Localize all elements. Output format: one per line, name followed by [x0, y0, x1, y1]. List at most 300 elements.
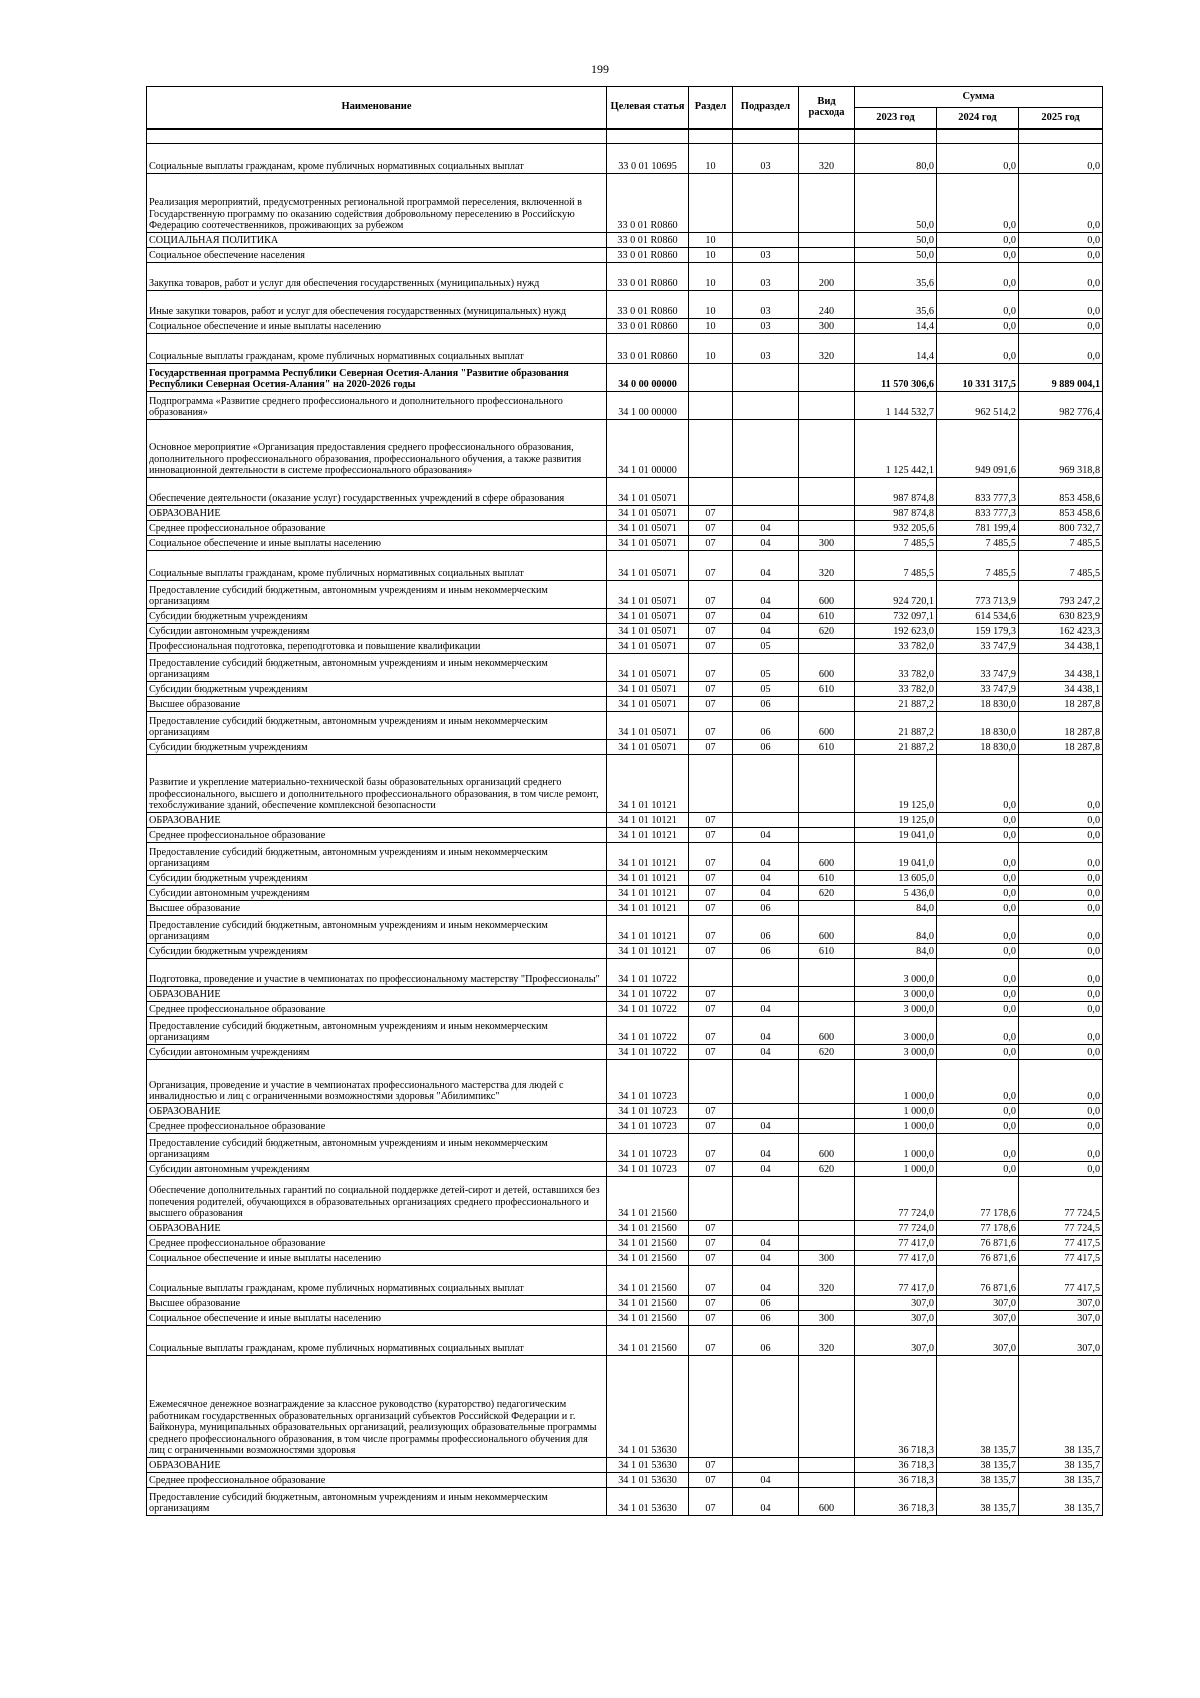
cell-code: 34 1 01 05071 [607, 623, 689, 638]
cell-section: 07 [689, 1118, 733, 1133]
header-2024: 2024 год [937, 108, 1019, 129]
cell-sum-2024: 0,0 [937, 290, 1019, 318]
cell-sum-2023: 307,0 [855, 1310, 937, 1325]
cell-section: 07 [689, 1133, 733, 1161]
cell-sum-2025: 0,0 [1019, 247, 1103, 262]
cell-name: Предоставление субсидий бюджетным, автономным учреждениям и иным некоммерческим организациям [147, 842, 607, 870]
cell-name: Субсидии автономным учреждениям [147, 885, 607, 900]
cell-code: 34 1 01 10121 [607, 827, 689, 842]
cell-subsection: 04 [733, 1133, 799, 1161]
table-row [147, 1220, 1103, 1235]
cell-sum-2025: 307,0 [1019, 1325, 1103, 1355]
cell-sum-2023: 3 000,0 [855, 1044, 937, 1059]
cell-section [689, 1355, 733, 1457]
cell-sum-2025: 853 458,6 [1019, 505, 1103, 520]
cell-expense-type [799, 900, 855, 915]
cell-sum-2024: 0,0 [937, 1133, 1019, 1161]
cell-sum-2023: 987 874,8 [855, 477, 937, 505]
cell-name: Высшее образование [147, 900, 607, 915]
cell-sum-2023: 80,0 [855, 143, 937, 173]
cell-sum-2023: 1 000,0 [855, 1059, 937, 1103]
cell-name: ОБРАЗОВАНИЕ [147, 986, 607, 1001]
cell-code: 34 1 01 05071 [607, 638, 689, 653]
cell-code: 34 1 01 05071 [607, 520, 689, 535]
cell-sum-2025: 0,0 [1019, 1118, 1103, 1133]
cell-section: 07 [689, 943, 733, 958]
cell-sum-2025: 0,0 [1019, 986, 1103, 1001]
table-row [147, 1161, 1103, 1176]
cell-name: Субсидии автономным учреждениям [147, 1044, 607, 1059]
cell-sum-2024: 0,0 [937, 262, 1019, 290]
cell-code: 34 1 01 53630 [607, 1355, 689, 1457]
cell-sum-2025: 77 417,5 [1019, 1250, 1103, 1265]
table-row [147, 143, 1103, 173]
cell-subsection [733, 1355, 799, 1457]
cell-expense-type: 620 [799, 885, 855, 900]
table-row [147, 477, 1103, 505]
cell-sum-2023: 192 623,0 [855, 623, 937, 638]
cell-sum-2024: 0,0 [937, 943, 1019, 958]
cell-sum-2024: 33 747,9 [937, 653, 1019, 681]
cell-sum-2024: 33 747,9 [937, 638, 1019, 653]
cell-section: 07 [689, 1250, 733, 1265]
cell-sum-2023: 11 570 306,6 [855, 363, 937, 391]
cell-section: 07 [689, 1161, 733, 1176]
cell-code: 34 1 01 05071 [607, 681, 689, 696]
cell-code: 34 1 01 10723 [607, 1059, 689, 1103]
cell-expense-type [799, 505, 855, 520]
table-row [147, 232, 1103, 247]
table-row [147, 1457, 1103, 1472]
cell-expense-type: 300 [799, 318, 855, 333]
cell-subsection: 03 [733, 318, 799, 333]
table-row [147, 681, 1103, 696]
cell-sum-2024: 0,0 [937, 173, 1019, 232]
cell-expense-type [799, 1235, 855, 1250]
cell-subsection [733, 812, 799, 827]
cell-section [689, 754, 733, 812]
cell-expense-type [799, 1118, 855, 1133]
cell-section: 07 [689, 1235, 733, 1250]
cell-code: 34 1 01 53630 [607, 1487, 689, 1515]
cell-section: 07 [689, 550, 733, 580]
cell-expense-type: 600 [799, 653, 855, 681]
cell-section [689, 1176, 733, 1220]
cell-section: 10 [689, 232, 733, 247]
cell-sum-2023: 50,0 [855, 232, 937, 247]
table-row [147, 1355, 1103, 1457]
cell-code: 34 1 01 10722 [607, 986, 689, 1001]
cell-name: Закупка товаров, работ и услуг для обеспечения государственных (муниципальных) нужд [147, 262, 607, 290]
table-row [147, 739, 1103, 754]
cell-subsection [733, 1059, 799, 1103]
cell-subsection: 04 [733, 1487, 799, 1515]
table-row [147, 247, 1103, 262]
cell-name: Среднее профессиональное образование [147, 1235, 607, 1250]
table-row [147, 1487, 1103, 1515]
cell-section: 07 [689, 1103, 733, 1118]
cell-name: ОБРАЗОВАНИЕ [147, 812, 607, 827]
cell-sum-2024: 0,0 [937, 1059, 1019, 1103]
cell-code: 34 1 01 21560 [607, 1295, 689, 1310]
cell-subsection: 06 [733, 696, 799, 711]
cell-subsection [733, 754, 799, 812]
cell-expense-type: 600 [799, 1133, 855, 1161]
table-row [147, 842, 1103, 870]
cell-sum-2024: 0,0 [937, 1016, 1019, 1044]
cell-expense-type [799, 419, 855, 477]
cell-section: 07 [689, 1487, 733, 1515]
cell-sum-2025: 38 135,7 [1019, 1457, 1103, 1472]
cell-subsection: 06 [733, 739, 799, 754]
cell-sum-2025: 77 417,5 [1019, 1265, 1103, 1295]
cell-expense-type: 320 [799, 550, 855, 580]
cell-subsection: 04 [733, 1016, 799, 1044]
cell-sum-2024: 949 091,6 [937, 419, 1019, 477]
cell-sum-2025: 0,0 [1019, 842, 1103, 870]
cell-sum-2023: 932 205,6 [855, 520, 937, 535]
cell-expense-type: 600 [799, 842, 855, 870]
cell-subsection: 04 [733, 827, 799, 842]
cell-sum-2024: 0,0 [937, 900, 1019, 915]
cell-subsection: 03 [733, 143, 799, 173]
cell-subsection: 04 [733, 1235, 799, 1250]
cell-expense-type: 600 [799, 580, 855, 608]
cell-code: 34 1 01 10121 [607, 915, 689, 943]
cell-code: 34 1 01 10121 [607, 943, 689, 958]
cell-sum-2024: 0,0 [937, 870, 1019, 885]
cell-section [689, 391, 733, 419]
cell-subsection [733, 232, 799, 247]
cell-code: 34 1 01 21560 [607, 1250, 689, 1265]
table-row [147, 870, 1103, 885]
cell-sum-2025: 7 485,5 [1019, 550, 1103, 580]
cell-expense-type: 300 [799, 1250, 855, 1265]
cell-section: 10 [689, 143, 733, 173]
cell-expense-type [799, 986, 855, 1001]
cell-section: 07 [689, 1001, 733, 1016]
cell-sum-2024: 0,0 [937, 1103, 1019, 1118]
cell-section [689, 173, 733, 232]
table-row [147, 943, 1103, 958]
table-row [147, 986, 1103, 1001]
cell-sum-2023: 84,0 [855, 900, 937, 915]
cell-code: 34 1 01 10723 [607, 1118, 689, 1133]
cell-subsection: 04 [733, 623, 799, 638]
cell-name: Среднее профессиональное образование [147, 1001, 607, 1016]
cell-sum-2024: 159 179,3 [937, 623, 1019, 638]
cell-sum-2024: 18 830,0 [937, 711, 1019, 739]
table-row [147, 1016, 1103, 1044]
cell-code: 33 0 01 10695 [607, 143, 689, 173]
cell-name: Социальное обеспечение и иные выплаты населению [147, 535, 607, 550]
cell-name: Предоставление субсидий бюджетным, автономным учреждениям и иным некоммерческим организациям [147, 1487, 607, 1515]
cell-code: 34 1 01 10121 [607, 885, 689, 900]
cell-subsection: 04 [733, 520, 799, 535]
cell-section: 07 [689, 681, 733, 696]
cell-sum-2023: 84,0 [855, 943, 937, 958]
cell-expense-type [799, 958, 855, 986]
cell-expense-type [799, 391, 855, 419]
cell-sum-2024: 307,0 [937, 1310, 1019, 1325]
cell-code: 34 1 01 00000 [607, 419, 689, 477]
cell-sum-2025: 0,0 [1019, 943, 1103, 958]
cell-sum-2023: 33 782,0 [855, 653, 937, 681]
cell-section: 10 [689, 318, 733, 333]
cell-sum-2025: 0,0 [1019, 1133, 1103, 1161]
cell-name: Предоставление субсидий бюджетным, автономным учреждениям и иным некоммерческим организациям [147, 915, 607, 943]
cell-code: 33 0 01 R0860 [607, 290, 689, 318]
cell-code: 34 1 01 05071 [607, 580, 689, 608]
table-row [147, 885, 1103, 900]
cell-name: Среднее профессиональное образование [147, 520, 607, 535]
cell-expense-type: 610 [799, 870, 855, 885]
cell-sum-2023: 3 000,0 [855, 958, 937, 986]
cell-subsection: 04 [733, 1044, 799, 1059]
cell-section: 07 [689, 1295, 733, 1310]
cell-sum-2024: 833 777,3 [937, 505, 1019, 520]
cell-name: ОБРАЗОВАНИЕ [147, 1103, 607, 1118]
cell-sum-2025: 9 889 004,1 [1019, 363, 1103, 391]
cell-name: Организация, проведение и участие в чемпионатах профессионального мастерства для людей с инвалидностью и лиц с ограниченными возможностями здоровья "Абилимпикс" [147, 1059, 607, 1103]
cell-sum-2024: 0,0 [937, 247, 1019, 262]
cell-subsection [733, 1457, 799, 1472]
cell-section: 07 [689, 827, 733, 842]
header-2023: 2023 год [855, 108, 937, 129]
cell-sum-2024: 0,0 [937, 232, 1019, 247]
cell-expense-type [799, 1103, 855, 1118]
cell-subsection [733, 1220, 799, 1235]
cell-sum-2025: 38 135,7 [1019, 1487, 1103, 1515]
cell-subsection: 06 [733, 711, 799, 739]
cell-sum-2025: 0,0 [1019, 754, 1103, 812]
cell-sum-2025: 18 287,8 [1019, 739, 1103, 754]
cell-subsection: 04 [733, 842, 799, 870]
cell-subsection [733, 1176, 799, 1220]
cell-sum-2023: 13 605,0 [855, 870, 937, 885]
cell-name: Социальные выплаты гражданам, кроме публичных нормативных социальных выплат [147, 550, 607, 580]
cell-name: Субсидии бюджетным учреждениям [147, 943, 607, 958]
cell-expense-type [799, 812, 855, 827]
cell-sum-2023: 307,0 [855, 1295, 937, 1310]
cell-name: ОБРАЗОВАНИЕ [147, 1220, 607, 1235]
cell-name: Субсидии бюджетным учреждениям [147, 739, 607, 754]
cell-sum-2024: 77 178,6 [937, 1176, 1019, 1220]
cell-sum-2023: 77 417,0 [855, 1235, 937, 1250]
cell-subsection: 05 [733, 653, 799, 681]
cell-subsection: 04 [733, 870, 799, 885]
cell-subsection: 03 [733, 290, 799, 318]
cell-sum-2024: 0,0 [937, 958, 1019, 986]
cell-expense-type [799, 1457, 855, 1472]
cell-expense-type: 320 [799, 333, 855, 363]
cell-subsection [733, 419, 799, 477]
cell-section: 07 [689, 842, 733, 870]
cell-expense-type: 600 [799, 1487, 855, 1515]
cell-sum-2025: 0,0 [1019, 958, 1103, 986]
cell-subsection: 06 [733, 900, 799, 915]
cell-expense-type: 620 [799, 1161, 855, 1176]
cell-subsection: 06 [733, 915, 799, 943]
cell-sum-2025: 0,0 [1019, 1059, 1103, 1103]
cell-sum-2024: 307,0 [937, 1295, 1019, 1310]
cell-section: 07 [689, 696, 733, 711]
cell-section: 07 [689, 623, 733, 638]
cell-sum-2025: 0,0 [1019, 1103, 1103, 1118]
cell-name: Среднее профессиональное образование [147, 1472, 607, 1487]
table-row [147, 1176, 1103, 1220]
cell-code: 34 1 01 10121 [607, 842, 689, 870]
cell-code: 34 1 01 10723 [607, 1103, 689, 1118]
cell-name: Субсидии бюджетным учреждениям [147, 608, 607, 623]
table-row [147, 958, 1103, 986]
table-header [147, 87, 1103, 129]
table-row [147, 290, 1103, 318]
cell-subsection: 04 [733, 1265, 799, 1295]
cell-section: 10 [689, 290, 733, 318]
cell-expense-type [799, 363, 855, 391]
table-row [147, 535, 1103, 550]
cell-subsection: 04 [733, 1250, 799, 1265]
cell-sum-2025: 18 287,8 [1019, 711, 1103, 739]
cell-expense-type [799, 520, 855, 535]
cell-subsection: 04 [733, 550, 799, 580]
cell-sum-2023: 19 125,0 [855, 812, 937, 827]
cell-sum-2024: 0,0 [937, 827, 1019, 842]
cell-name: Развитие и укрепление материально-технической базы образовательных организаций среднего профессионального, высшего и дополнительного профессионального образования, в том числе ремонт, техобслуживание зданий, обеспечение комплексной безопасности [147, 754, 607, 812]
cell-sum-2025: 38 135,7 [1019, 1355, 1103, 1457]
table-row [147, 1310, 1103, 1325]
cell-section: 07 [689, 711, 733, 739]
cell-sum-2023: 21 887,2 [855, 711, 937, 739]
cell-subsection: 06 [733, 1325, 799, 1355]
table-row [147, 1472, 1103, 1487]
cell-expense-type: 620 [799, 1044, 855, 1059]
cell-sum-2024: 307,0 [937, 1325, 1019, 1355]
cell-expense-type [799, 1220, 855, 1235]
cell-expense-type [799, 1176, 855, 1220]
cell-sum-2024: 0,0 [937, 842, 1019, 870]
cell-sum-2023: 7 485,5 [855, 550, 937, 580]
cell-sum-2024: 38 135,7 [937, 1355, 1019, 1457]
cell-code: 34 1 01 21560 [607, 1310, 689, 1325]
table-row [147, 812, 1103, 827]
cell-sum-2025: 34 438,1 [1019, 653, 1103, 681]
cell-sum-2025: 0,0 [1019, 885, 1103, 900]
table-row [147, 623, 1103, 638]
cell-expense-type: 600 [799, 1016, 855, 1044]
table-row [147, 1325, 1103, 1355]
cell-code: 34 1 01 10723 [607, 1161, 689, 1176]
cell-section: 07 [689, 580, 733, 608]
cell-expense-type [799, 696, 855, 711]
cell-sum-2023: 33 782,0 [855, 681, 937, 696]
cell-name: Социальное обеспечение населения [147, 247, 607, 262]
cell-section: 07 [689, 535, 733, 550]
cell-section: 07 [689, 739, 733, 754]
cell-name: Государственная программа Республики Северная Осетия-Алания "Развитие образования Республики Северная Осетия-Алания" на 2020-2026 годы [147, 363, 607, 391]
cell-name: Субсидии автономным учреждениям [147, 1161, 607, 1176]
cell-section [689, 419, 733, 477]
cell-section: 07 [689, 505, 733, 520]
header-spacer-row [147, 129, 1103, 144]
cell-code: 34 1 01 10722 [607, 958, 689, 986]
cell-expense-type [799, 638, 855, 653]
cell-name: Высшее образование [147, 1295, 607, 1310]
cell-code: 33 0 01 R0860 [607, 262, 689, 290]
cell-sum-2025: 0,0 [1019, 318, 1103, 333]
cell-sum-2024: 0,0 [937, 143, 1019, 173]
cell-name: Социальные выплаты гражданам, кроме публичных нормативных социальных выплат [147, 1265, 607, 1295]
cell-sum-2023: 36 718,3 [855, 1487, 937, 1515]
cell-subsection: 04 [733, 580, 799, 608]
cell-sum-2025: 34 438,1 [1019, 638, 1103, 653]
cell-subsection [733, 363, 799, 391]
table-row [147, 900, 1103, 915]
cell-sum-2025: 0,0 [1019, 290, 1103, 318]
cell-code: 34 1 01 10722 [607, 1044, 689, 1059]
cell-name: Профессиональная подготовка, переподготовка и повышение квалификации [147, 638, 607, 653]
cell-expense-type: 300 [799, 535, 855, 550]
cell-expense-type: 610 [799, 943, 855, 958]
cell-sum-2025: 853 458,6 [1019, 477, 1103, 505]
cell-name: Подпрограмма «Развитие среднего профессионального и дополнительного профессионального образования» [147, 391, 607, 419]
cell-section: 07 [689, 1220, 733, 1235]
cell-sum-2025: 7 485,5 [1019, 535, 1103, 550]
cell-section: 10 [689, 262, 733, 290]
cell-section: 07 [689, 1016, 733, 1044]
cell-sum-2023: 35,6 [855, 262, 937, 290]
cell-expense-type [799, 1295, 855, 1310]
cell-sum-2023: 50,0 [855, 247, 937, 262]
table-row [147, 1250, 1103, 1265]
cell-section: 10 [689, 247, 733, 262]
cell-sum-2023: 732 097,1 [855, 608, 937, 623]
cell-subsection [733, 173, 799, 232]
table-body [147, 129, 1103, 1516]
cell-section: 07 [689, 812, 733, 827]
cell-code: 34 1 01 21560 [607, 1220, 689, 1235]
cell-code: 34 1 01 21560 [607, 1235, 689, 1250]
cell-sum-2025: 307,0 [1019, 1310, 1103, 1325]
header-2025: 2025 год [1019, 108, 1103, 129]
cell-sum-2023: 36 718,3 [855, 1457, 937, 1472]
cell-sum-2024: 0,0 [937, 333, 1019, 363]
cell-expense-type [799, 1059, 855, 1103]
table-row [147, 363, 1103, 391]
cell-sum-2025: 969 318,8 [1019, 419, 1103, 477]
cell-subsection: 03 [733, 333, 799, 363]
cell-name: Среднее профессиональное образование [147, 1118, 607, 1133]
table-row [147, 505, 1103, 520]
cell-sum-2025: 0,0 [1019, 1161, 1103, 1176]
budget-table [146, 86, 1103, 1516]
cell-sum-2024: 614 534,6 [937, 608, 1019, 623]
cell-expense-type: 610 [799, 681, 855, 696]
cell-code: 34 1 01 21560 [607, 1176, 689, 1220]
cell-sum-2023: 1 000,0 [855, 1133, 937, 1161]
header-section: Раздел [689, 87, 733, 129]
cell-sum-2023: 924 720,1 [855, 580, 937, 608]
cell-sum-2023: 7 485,5 [855, 535, 937, 550]
cell-sum-2025: 77 417,5 [1019, 1235, 1103, 1250]
cell-subsection [733, 986, 799, 1001]
cell-subsection: 04 [733, 885, 799, 900]
cell-subsection [733, 477, 799, 505]
table-row [147, 1103, 1103, 1118]
cell-sum-2024: 0,0 [937, 318, 1019, 333]
cell-sum-2024: 0,0 [937, 1001, 1019, 1016]
